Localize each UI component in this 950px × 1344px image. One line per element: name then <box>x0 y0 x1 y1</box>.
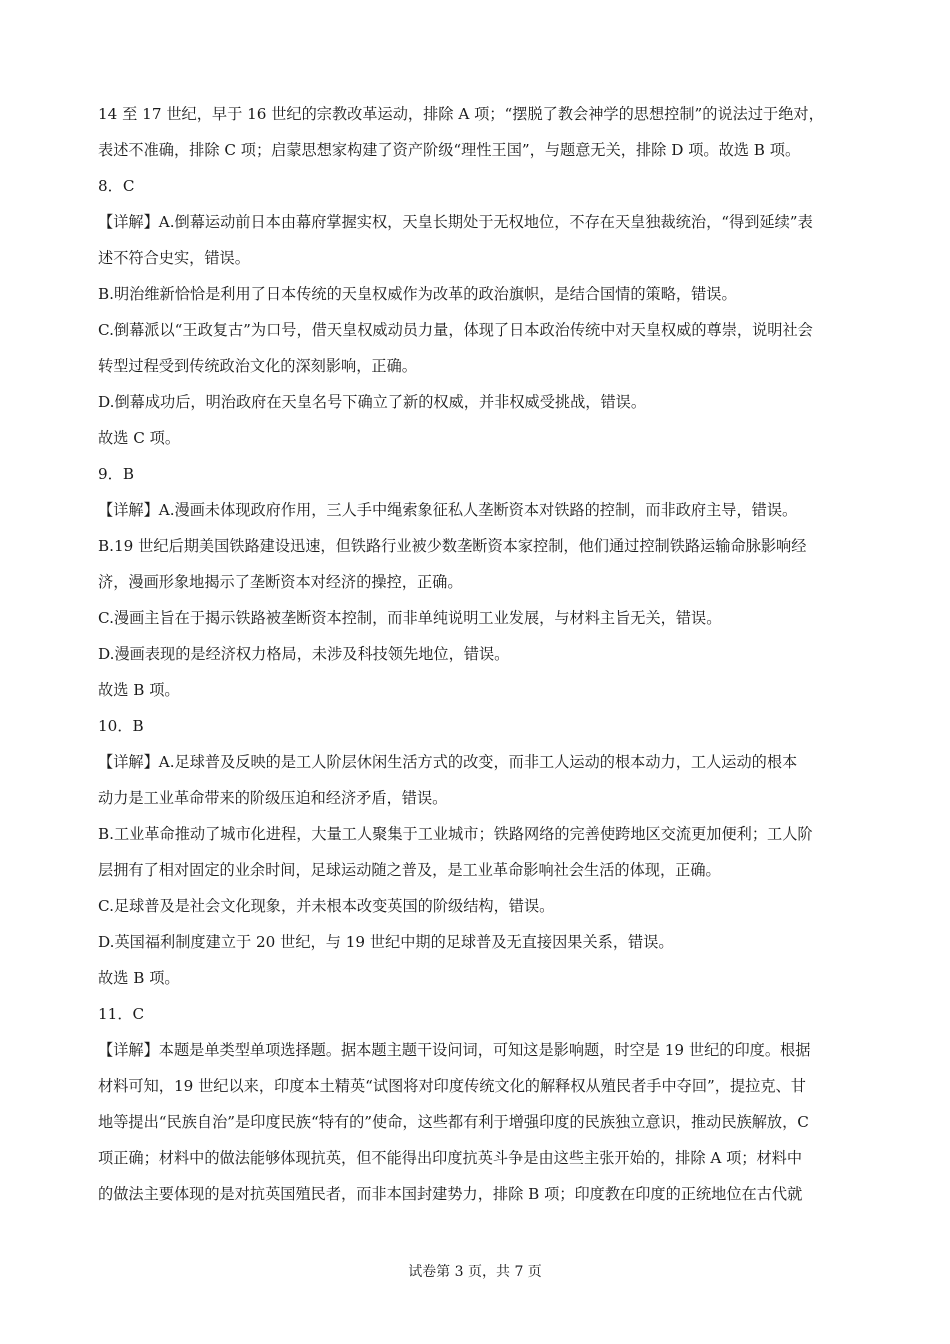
text-line: B.19 世纪后期美国铁路建设迅速，但铁路行业被少数垄断资本家控制，他们通过控制铁路运输命脉影响经 <box>98 537 807 555</box>
text-line: 8．C <box>98 177 135 195</box>
text-line: C.漫画主旨在于揭示铁路被垄断资本控制，而非单纯说明工业发展，与材料主旨无关，错误。 <box>98 609 722 627</box>
text-line: 11．C <box>98 1005 145 1023</box>
text-line: D.漫画表现的是经济权力格局，未涉及科技领先地位，错误。 <box>98 645 510 663</box>
text-line: 14 至 17 世纪，早于 16 世纪的宗教改革运动，排除 A 项；“摆脱了教会神学的思想控制”的说法过于绝对， <box>98 105 824 123</box>
text-line: D.英国福利制度建立于 20 世纪，与 19 世纪中期的足球普及无直接因果关系，错误。 <box>98 933 674 951</box>
text-line: 层拥有了相对固定的业余时间，足球运动随之普及，是工业革命影响社会生活的体现，正确。 <box>98 861 721 879</box>
text-line: C.足球普及是社会文化现象，并未根本改变英国的阶级结构，错误。 <box>98 897 555 915</box>
text-line: 动力是工业革命带来的阶级压迫和经济矛盾，错误。 <box>98 789 448 807</box>
text-line: 材料可知，19 世纪以来，印度本土精英“试图将对印度传统文化的解释权从殖民者手中夺回”，提拉克、甘 <box>98 1077 806 1095</box>
text-line: C.倒幕派以“王政复古”为口号，借天皇权威动员力量，体现了日本政治传统中对天皇权威的尊崇，说明社会 <box>98 321 813 339</box>
text-line: 述不符合史实，错误。 <box>98 249 250 267</box>
text-line: 项正确；材料中的做法能够体现抗英，但不能得出印度抗英斗争是由这些主张开始的，排除 A 项；材料中 <box>98 1149 803 1167</box>
text-line: 表述不准确，排除 C 项；启蒙思想家构建了资产阶级“理性王国”，与题意无关，排除 D 项。故选 B 项。 <box>98 141 801 159</box>
text-line: 【详解】A.足球普及反映的是工人阶层休闲生活方式的改变，而非工人运动的根本动力，工人运动的根本 <box>98 753 798 771</box>
text-line: B.工业革命推动了城市化进程，大量工人聚集于工业城市；铁路网络的完善使跨地区交流更加便利；工人阶 <box>98 825 813 843</box>
text-line: 【详解】本题是单类型单项选择题。据本题主题干设问词，可知这是影响题，时空是 19 世纪的印度。根据 <box>98 1041 811 1059</box>
answer-text-block <box>98 96 858 1212</box>
text-line: 【详解】A.漫画未体现政府作用，三人手中绳索象征私人垄断资本对铁路的控制，而非政府主导，错误。 <box>98 501 798 519</box>
text-line: 故选 C 项。 <box>98 429 181 447</box>
text-line: 【详解】A.倒幕运动前日本由幕府掌握实权，天皇长期处于无权地位，不存在天皇独裁统治，“得到延续”表 <box>98 213 813 231</box>
text-line: 转型过程受到传统政治文化的深刻影响，正确。 <box>98 357 417 375</box>
text-line: 地等提出“民族自治”是印度民族“特有的”使命，这些都有利于增强印度的民族独立意识，推动民族解放，C <box>98 1113 809 1131</box>
text-line: 的做法主要体现的是对抗英国殖民者，而非本国封建势力，排除 B 项；印度教在印度的正统地位在古代就 <box>98 1185 803 1203</box>
text-line: 10．B <box>98 717 144 735</box>
page-footer: 试卷第 3 页，共 7 页 <box>408 1264 542 1280</box>
text-line: 9．B <box>98 465 135 483</box>
text-line: 故选 B 项。 <box>98 681 180 699</box>
text-line: 济，漫画形象地揭示了垄断资本对经济的操控，正确。 <box>98 573 463 591</box>
text-line: B.明治维新恰恰是利用了日本传统的天皇权威作为改革的政治旗帜，是结合国情的策略，错误。 <box>98 285 737 303</box>
text-line: 故选 B 项。 <box>98 969 180 987</box>
text-line: D.倒幕成功后，明治政府在天皇名号下确立了新的权威，并非权威受挑战，错误。 <box>98 393 647 411</box>
